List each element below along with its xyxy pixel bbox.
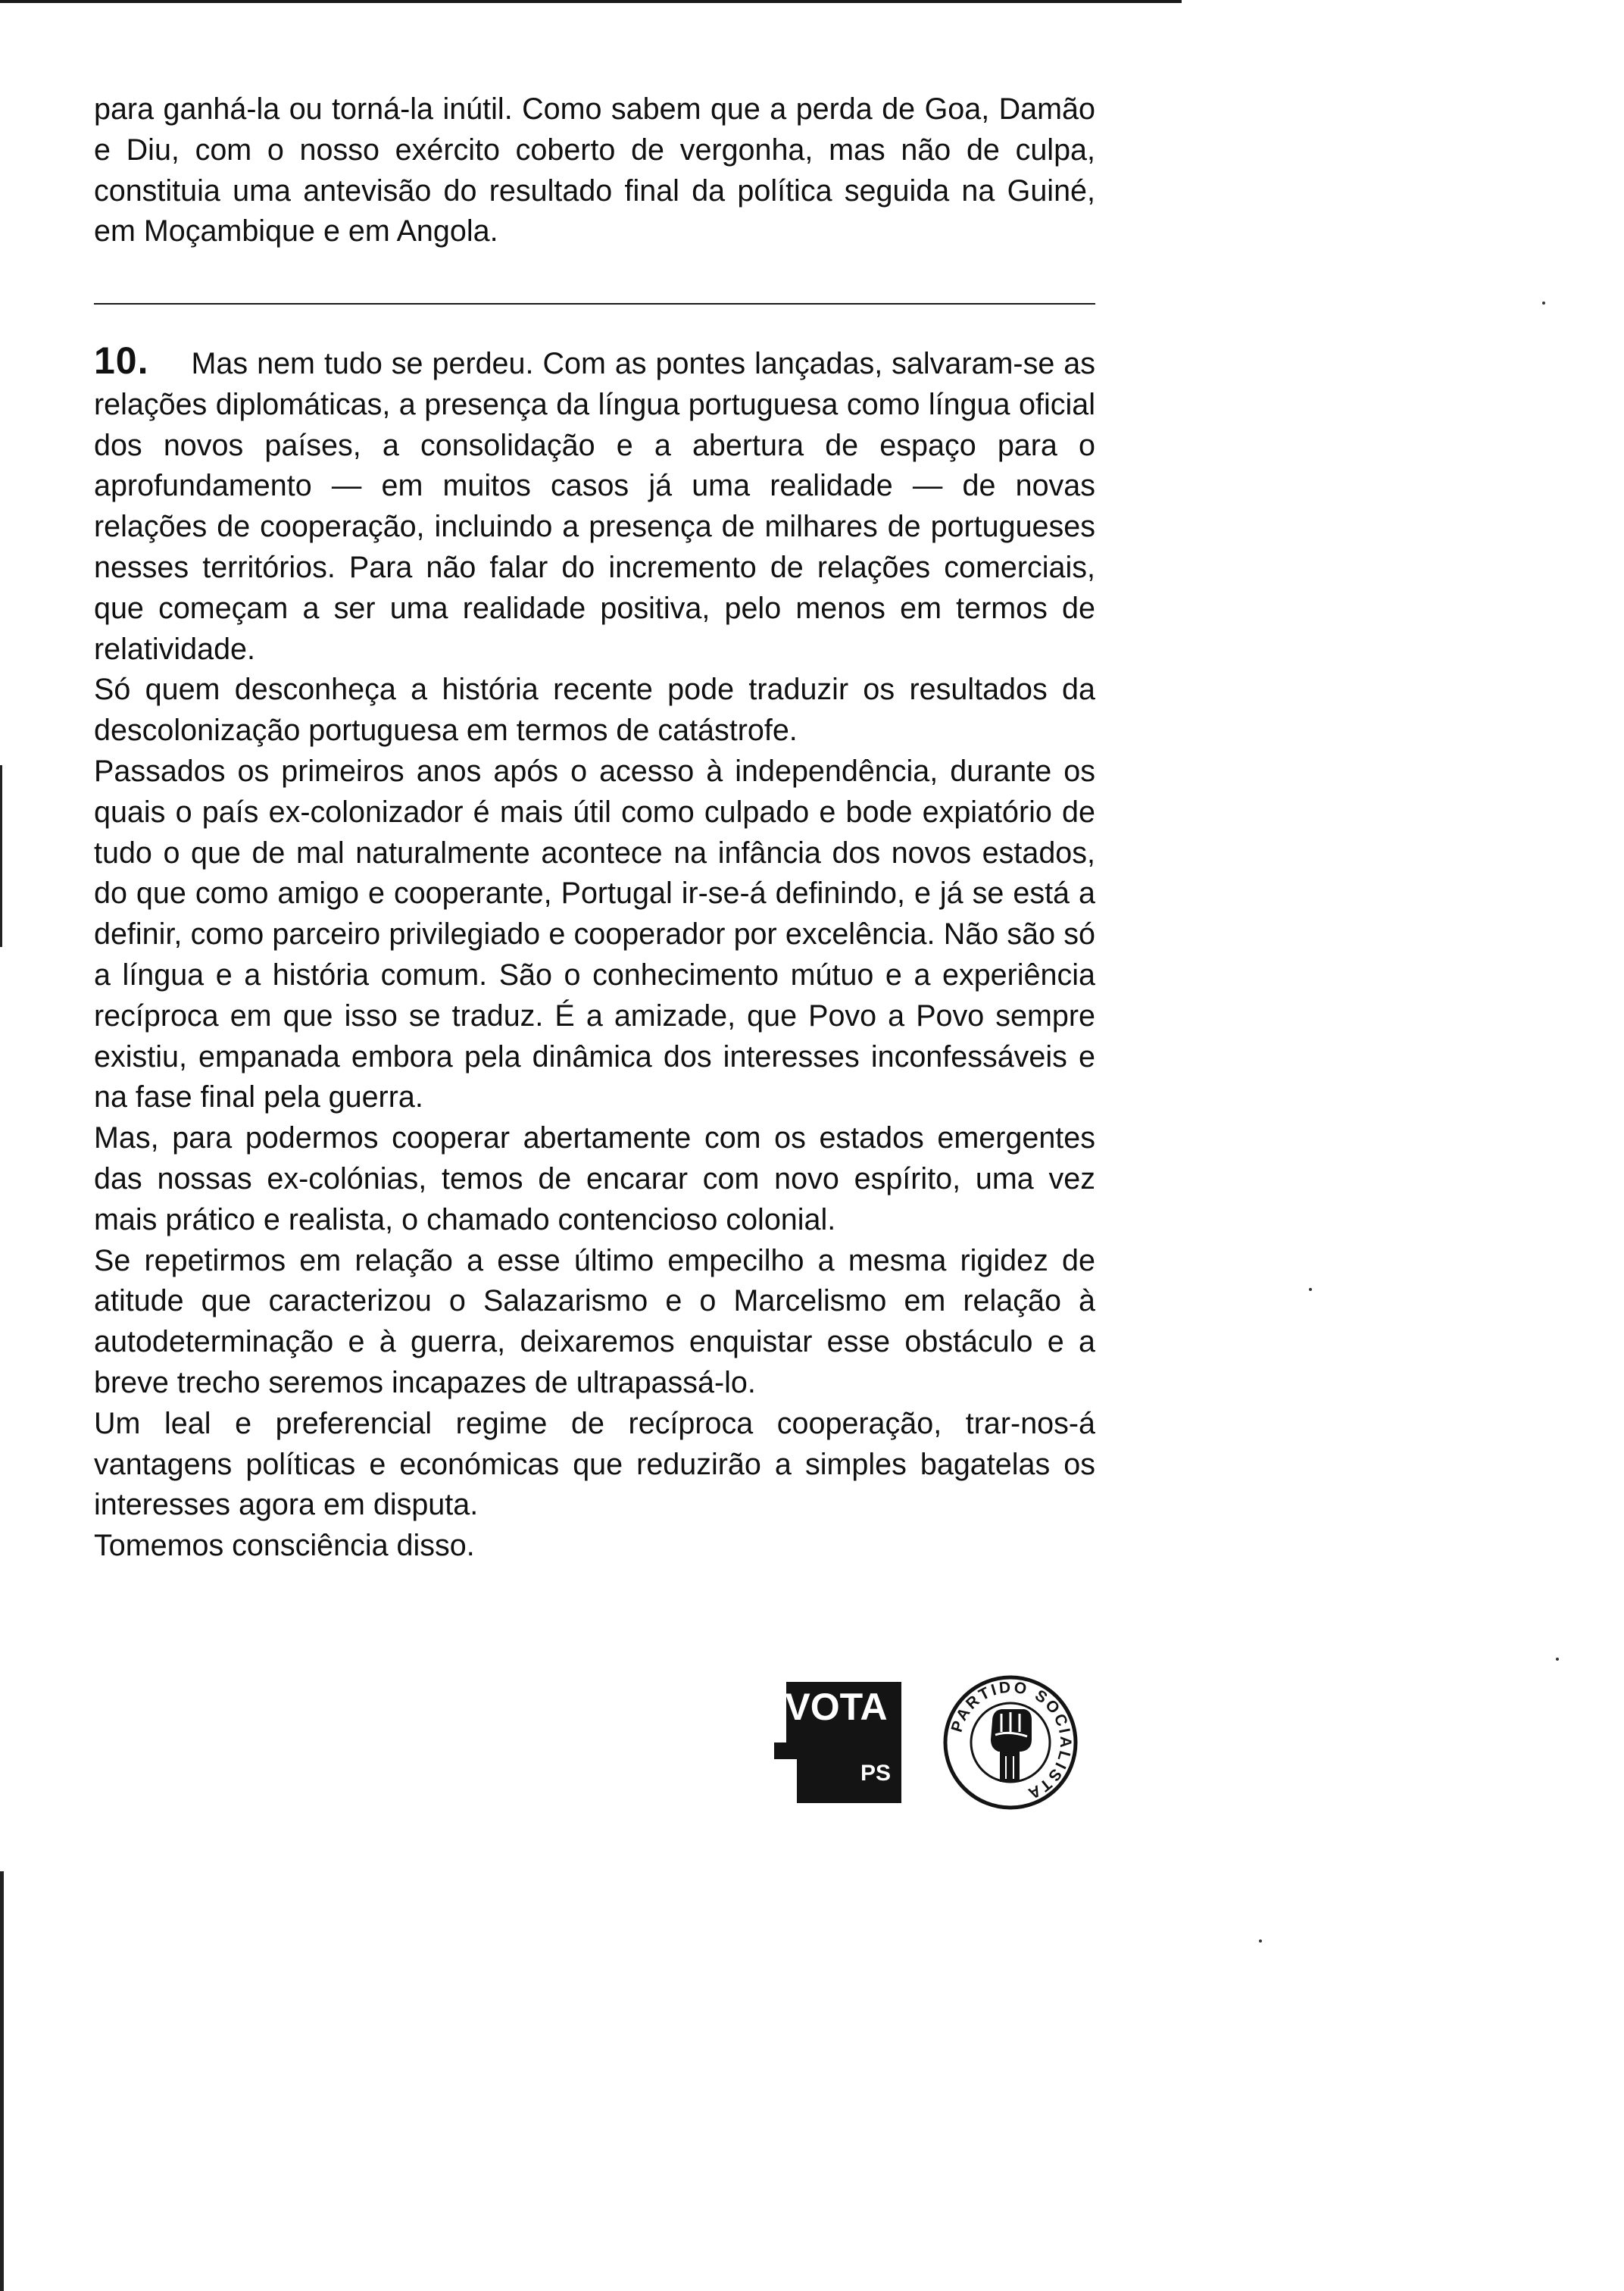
scan-speck	[1309, 1288, 1312, 1291]
vota-party: PS	[860, 1761, 892, 1786]
section-divider	[94, 303, 1095, 305]
section-10	[94, 341, 1095, 1567]
section-paragraph-4: Mas, para podermos cooperar abertamente com os estados emergentes das nossas ex-colónias, temos de encarar com novo espírito, uma vez mais prático e realista, o chamado contencioso colonial.	[94, 1121, 1095, 1236]
logo-area	[774, 1674, 1092, 1811]
ps-fist-seal	[942, 1674, 1079, 1811]
scan-speck	[1542, 302, 1545, 305]
seal-ring-text: PARTIDO SOCIALISTA	[948, 1678, 1075, 1804]
scan-speck	[1259, 1939, 1262, 1943]
intro-text: para ganhá-la ou torná-la inútil. Como sabem que a perda de Goa, Damão e Diu, com o nosso exército coberto de vergonha, mas não de culpa, constituia uma antevisão do resultado final da política seguida na Guiné, em Moçambique e em Angola.	[94, 92, 1095, 248]
vota-ps-logo	[774, 1677, 907, 1803]
raised-fist-icon	[991, 1709, 1032, 1782]
section-paragraph-7: Tomemos consciência disso.	[94, 1529, 475, 1563]
scan-edge-mark	[0, 1871, 4, 2291]
section-paragraph-1	[94, 341, 1095, 670]
scan-edge-mark	[0, 765, 2, 947]
section-paragraph-6: Um leal e preferencial regime de recíproca cooperação, trar-nos-á vantagens políticas e económicas que reduzirão a simples bagatelas os interesses agora em disputa.	[94, 1406, 1095, 1522]
section-paragraph-2: Só quem desconheça a história recente pode traduzir os resultados da descolonização portuguesa em termos de catástrofe.	[94, 673, 1095, 748]
section-number: 10.	[94, 339, 149, 382]
section-paragraph-3: Passados os primeiros anos após o acesso à independência, durante os quais o país ex-colonizador é mais útil como culpado e bode expiatório de tudo o que de mal naturalmente acontece na infância dos novos estados, do que como amigo e cooperante, Portugal ir-se-á definindo, e já se está a definir, como parceiro privilegiado e cooperador por excelência. Não são só a língua e a história comum. São o conhecimento mútuo e a experiência recíproca em que isso se traduz. É a amizade, que Povo a Povo sempre existiu, empanada embora pela dinâmica dos interesses inconfessáveis e na fase final pela guerra.	[94, 754, 1095, 1114]
section-paragraph-5: Se repetirmos em relação a esse último empecilho a mesma rigidez de atitude que caracterizou o Salazarismo e o Marcelismo em relação à autodeterminação e à guerra, deixaremos enquistar esse obstáculo e a breve trecho seremos incapazes de ultrapassá-lo.	[94, 1243, 1095, 1399]
intro-paragraph	[94, 89, 1095, 252]
section-paragraph-1-text: Mas nem tudo se perdeu. Com as pontes lançadas, salvaram-se as relações diplomáticas, a presença da língua portuguesa como língua oficial dos novos países, a consolidação e a abertura de espaço para o aprofundamento — em muitos casos já uma realidade — de novas relações de cooperação, incluindo a presença de milhares de portugueses nesses territórios. Para não falar do incremento de relações comerciais, que começam a ser uma realidade positiva, pelo menos em termos de relatividade.	[94, 347, 1095, 666]
page-top-rule	[0, 0, 1182, 3]
vota-word: VOTA	[785, 1686, 888, 1728]
scan-speck	[1556, 1658, 1559, 1661]
